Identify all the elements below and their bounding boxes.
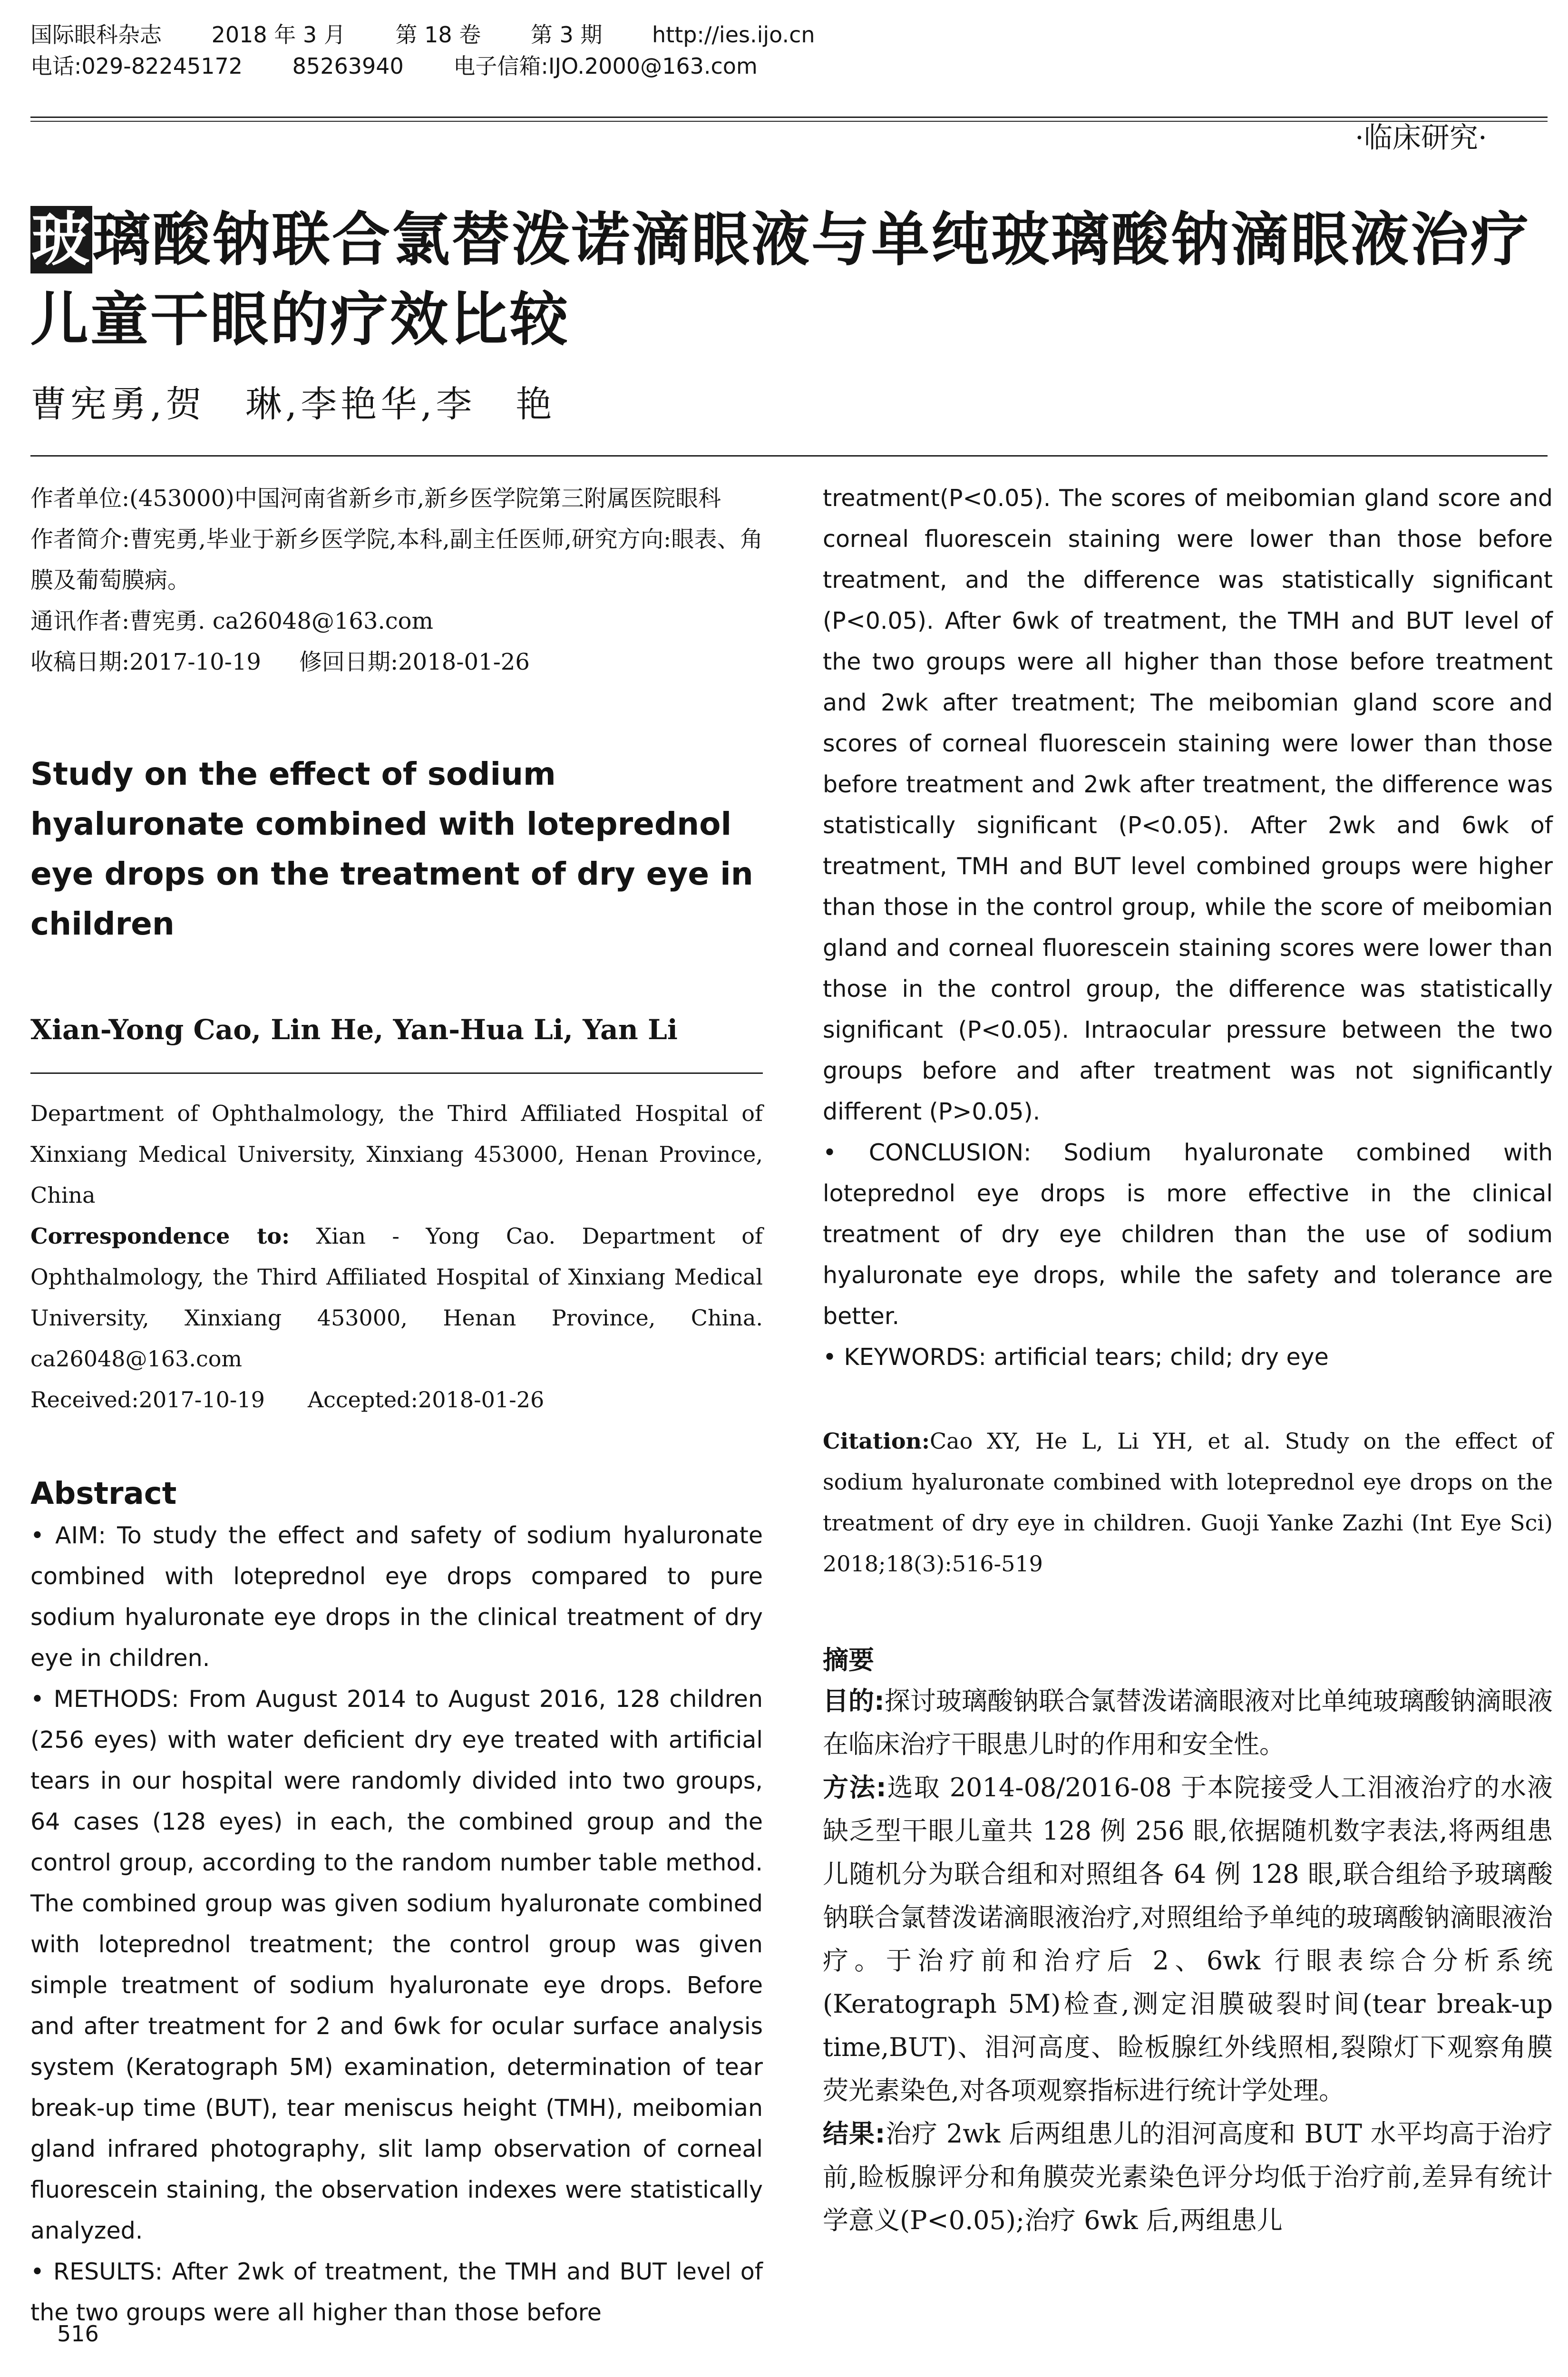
volume: 第 18 卷 — [395, 22, 481, 48]
correspondence-label: Correspondence to: — [30, 1223, 290, 1249]
abstract-results-cont: treatment(P<0.05). The scores of meibomian gland score and corneal fluorescein staining were lower than those before treatment, and the difference was statistically significant (P<0.05). After 6wk of treatment, the TMH and BUT level of the two groups were all higher than those before treatment and 2wk after treatment; The meibomian gland score and scores of corneal fluorescein staining were lower than those before treatment and 2wk after treatment, the difference was statistically significant (P<0.05). After 2wk and 6wk of treatment, TMH and BUT level combined groups were higher than those in the control group, while the score of meibomian gland and corneal fluorescein staining scores were lower than those in the control group, the difference was statistically significant (P<0.05). Intraocular pressure between the two groups before and after treatment was not significantly different (P>0.05). — [823, 485, 1553, 1125]
english-title: Study on the effect of sodium hyaluronate combined with loteprednol eye drops on the treatment of dry eye in children — [30, 756, 753, 942]
abstract-conclusion: • CONCLUSION: Sodium hyaluronate combined with loteprednol eye drops is more effective in the clinical treatment of dry eye children than the use of sodium hyaluronate eye drops, while the safety and tolerance are better. — [823, 1139, 1553, 1330]
abstract-aim: • AIM: To study the effect and safety of sodium hyaluronate combined with loteprednol eye drops compared to pure sodium hyaluronate eye drops in the clinical treatment of dry eye in children. — [30, 1522, 763, 1672]
header-rule — [30, 117, 1548, 118]
phone-2: 85263940 — [292, 53, 404, 79]
zh-methods-label: 方法: — [823, 1773, 886, 1802]
abstract-results-start: • RESULTS: After 2wk of treatment, the TMH and BUT level of the two groups were all higher than those before — [30, 2258, 763, 2326]
received-cn: 收稿日期:2017-10-19 — [30, 649, 261, 675]
author-bio: 作者简介:曹宪勇,毕业于新乡医学院,本科,副主任医师,研究方向:眼表、角膜及葡萄膜病。 — [30, 526, 763, 594]
section-tag: ·临床研究· — [1354, 121, 1487, 155]
journal-name: 国际眼科杂志 — [30, 22, 162, 48]
zh-methods-text: 选取 2014-08/2016-08 于本院接受人工泪液治疗的水液缺乏型干眼儿童共 128 例 256 眼,依据随机数字表法,将两组患儿随机分为联合组和对照组各 64 例 128 眼,联合组给予玻璃酸钠联合氯替泼诺滴眼液治疗,对照组给予单纯的玻璃酸钠滴眼液治疗。于治疗前和治疗后 2、6wk 行眼表综合分析系统(Keratograph 5M)检查,测定泪膜破裂时间(tear break-up time,BUT)、泪河高度、睑板腺红外线照相,裂隙灯下观察角膜荧光素染色,对各项观察指标进行统计学处理。 — [823, 1773, 1553, 2105]
journal-header — [30, 19, 1548, 82]
authors-cn: 曹宪勇,贺 琳,李艳华,李 艳 — [30, 383, 556, 425]
affiliation — [30, 1093, 763, 1420]
zh-aim — [823, 1679, 1553, 1766]
article-title — [30, 200, 1552, 360]
issue-number: 第 3 期 — [530, 22, 603, 48]
department: Department of Ophthalmology, the Third Affiliated Hospital of Xinxiang Medical University, Xinxiang 453000, Henan Province, China — [30, 1101, 763, 1208]
zh-results — [823, 2112, 1553, 2242]
author-info — [30, 478, 763, 682]
revised-cn: 修回日期:2018-01-26 — [299, 649, 530, 675]
abstract-methods: • METHODS: From August 2014 to August 2016, 128 children (256 eyes) with water deficient dry eye treated with artificial tears in our hospital were randomly divided into two groups, 64 cases (128 eyes) in each, the combined group and the control group, according to the random number table method. The combined group was given sodium hyaluronate combined with loteprednol treatment; the control group was given simple treatment of sodium hyaluronate eye drops. Before and after treatment for 2 and 6wk for ocular surface analysis system (Keratograph 5M) examination, determination of tear break-up time (BUT), tear meniscus height (TMH), meibomian gland infrared photography, slit lamp observation of corneal fluorescein staining, the observation indexes were statistically analyzed. — [30, 1685, 763, 2244]
zh-results-text: 治疗 2wk 后两组患儿的泪河高度和 BUT 水平均高于治疗前,睑板腺评分和角膜荧光素染色评分均低于治疗前,差异有统计学意义(P<0.05);治疗 6wk 后,两组患儿 — [823, 2119, 1553, 2235]
accepted-en: Accepted:2018-01-26 — [307, 1387, 545, 1413]
right-column — [823, 478, 1553, 2242]
zh-methods — [823, 1766, 1553, 2112]
zh-results-label: 结果: — [823, 2119, 886, 2149]
title-rest: 璃酸钠联合氯替泼诺滴眼液与单纯玻璃酸钠滴眼液治疗儿童干眼的疗效比较 — [30, 206, 1530, 353]
dates-en — [30, 1379, 763, 1420]
correspondence — [30, 1216, 763, 1379]
zh-abstract-body — [823, 1679, 1553, 2242]
issue-date: 2018 年 3 月 — [211, 22, 346, 48]
english-authors: Xian-Yong Cao, Lin He, Yan-Hua Li, Yan Li — [30, 1013, 678, 1046]
phone: 电话:029-82245172 — [30, 53, 243, 79]
header-line-2 — [30, 50, 1548, 82]
page-number: 516 — [57, 2321, 99, 2347]
divider — [30, 1072, 763, 1074]
correspondence-text: Xian - Yong Cao. Department of Ophthalmology, the Third Affiliated Hospital of Xinxiang Medical University, Xinxiang 453000, Henan Province, China. ca26048@163.com — [30, 1223, 763, 1372]
left-column — [30, 478, 763, 2333]
website-link[interactable]: http://ies.ijo.cn — [652, 22, 815, 48]
divider — [30, 455, 1548, 457]
header-rule-thin — [30, 121, 1548, 122]
author-unit: 作者单位:(453000)中国河南省新乡市,新乡医学院第三附属医院眼科 — [30, 485, 721, 512]
zh-aim-text: 探讨玻璃酸钠联合氯替泼诺滴眼液对比单纯玻璃酸钠滴眼液在临床治疗干眼患儿时的作用和安全性。 — [823, 1686, 1553, 1759]
abstract-keywords: • KEYWORDS: artificial tears; child; dry eye — [823, 1344, 1329, 1371]
abstract-body-right — [823, 478, 1553, 1378]
zh-aim-label: 目的: — [823, 1686, 885, 1716]
zh-abstract-heading: 摘要 — [823, 1645, 874, 1675]
citation-text: Cao XY, He L, Li YH, et al. Study on the effect of sodium hyaluronate combined with loteprednol eye drops on the treatment of dry eye in children. Guoji Yanke Zazhi (Int Eye Sci) 2018;18(3):516-519 — [823, 1428, 1553, 1577]
dates-cn — [30, 642, 763, 682]
title-first-char: 玻 — [31, 206, 91, 273]
email: 电子信箱:IJO.2000@163.com — [453, 53, 758, 79]
citation — [823, 1421, 1553, 1584]
abstract-heading: Abstract — [30, 1476, 177, 1511]
header-line-1 — [30, 19, 1548, 50]
corresponding-author: 通讯作者:曹宪勇. ca26048@163.com — [30, 608, 434, 634]
abstract-body-left — [30, 1515, 763, 2333]
citation-label: Citation: — [823, 1428, 930, 1454]
received-en: Received:2017-10-19 — [30, 1387, 265, 1413]
